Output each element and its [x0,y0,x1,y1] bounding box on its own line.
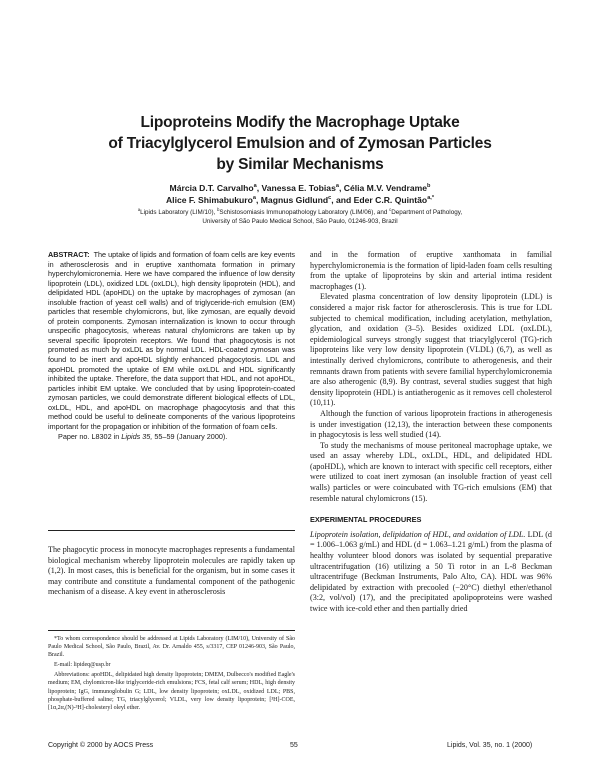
author-name: , and Eder C.R. Quintão [331,195,428,205]
author-superscript: b [427,183,431,190]
footer-copyright: Copyright © 2000 by AOCS Press [48,742,154,749]
body-paragraph: and in the formation of eruptive xanthomata in familial hyperchylomicronemia is the formation of lipid-laden foam cells resulting from the uptake of lipoproteins by skin and arterial intima resident macrophages (1). [310,250,552,291]
affiliation-text: Schistosomiasis Immunopathology Laboratory (LIM/06), and [219,209,390,216]
subsection-title: Lipoprotein isolation, delipidation of HDL, and oxidation of LDL. [310,529,526,539]
body-paragraph: To study the mechanisms of mouse peritoneal macrophage uptake, we used an assay whereby LDL, oxLDL, HDL, and delipidated HDL (apoHDL), which are known to interact with specific cell receptors, either were utilized to coat inert zymosan (an insoluble fraction of yeast cell walls) particles or were coincubated with TG-rich emulsions (EM) that resemble natural chylomicrons (15). [310,440,552,503]
intro-paragraph: The phagocytic process in monocyte macrophages represents a fundamental biological mechanism whereby lipoprotein molecules are rapidly taken up (1,2). In most cases, this is beneficial for the organism, but in some cases it may contribute and constitute a fundamental component of the pathogenic mechanism of a disease. A key event in atherosclerosis [48,545,295,597]
footer-page-number: 55 [290,742,298,749]
title-line: of Triacylglycerol Emulsion and of Zymosan Particles [108,135,492,152]
affiliation-text: Lipids Laboratory (LIM/10), [140,209,218,216]
abstract-label: ABSTRACT: [48,250,90,259]
right-column [310,250,552,615]
body-paragraph: Although the function of various lipoprotein fractions in atherogenesis is under investigation (12,13), the interaction between these components in phagocytosis is less well studied (14). [310,408,552,440]
footnote-divider [48,630,295,631]
affil-superscript: c [389,206,392,212]
author-superscript: a [252,195,256,202]
abstract-divider [48,530,295,531]
author-superscript: a [335,183,339,190]
footnote-email: E-mail: lipideq@usp.br [54,662,111,669]
affiliation-line [30,208,570,217]
footnotes [48,635,295,714]
title-line: by Similar Mechanisms [216,156,384,173]
author-line [40,182,560,194]
affiliation-line: University of São Paulo Medical School, São Paulo, 01246-903, Brazil [202,218,398,225]
body-paragraph: Elevated plasma concentration of low density lipoprotein (LDL) is considered a major risk factor for atherosclerosis. This is true for LDL subjected to chemical modification, including acetylation, methylation, glycation, and oxidation (3–5). Besides oxidized LDL (oxLDL), epidemiological surveys strongly suggest that triacylglycerol (TG)-rich lipoproteins like very low density lipoprotein (VLDL) (6,7), as well as intestinally derived chylomicrons, contribute to atherogenesis, and their remnants drawn from patients with severe familial hyperchylomicronemia are also atherogenic (8,9). By contrast, several studies suggest that high density lipoprotein (HDL) is antiatherogenic as it removes cell cholesterol (10,11). [310,292,552,408]
author-line [40,194,560,206]
author-name: Alice F. Shimabukuro [165,195,253,205]
author-name: , Magnus Gidlund [256,195,329,205]
citation-text: Paper no. L8302 in [58,432,122,442]
citation-text: 55–59 (January 2000). [152,432,228,442]
abstract [48,250,295,442]
affiliations [30,208,570,226]
paper-citation [48,432,295,442]
author-name: Márcia D.T. Carvalho [169,183,254,193]
body-paragraph [310,530,552,615]
citation-journal: Lipids 35, [121,432,153,442]
author-name: , Vanessa E. Tobias [256,183,336,193]
paper-title [40,112,560,175]
author-name: , Célia M.V. Vendrame [338,183,428,193]
footer-journal: Lipids, Vol. 35, no. 1 (2000) [447,742,533,749]
abstract-text: The uptake of lipids and formation of foam cells are key events in atherosclerosis and in eruptive xanthomata formation in primary hyperchylomicronemia. Here we have compared the influence of low density lipoprotein (LDL), oxidized LDL (oxLDL), high density lipoprotein (HDL), and delipidated HDL (apoHDL) on the uptake by macrophages of zymosan (an insoluble fraction of yeast cell walls) and of triglyceride-rich emulsion (EM) particles that resemble chylomicrons, but, like zymosan, are equally devoid of protein components. Zymosan internalization is known to occur through unspecific phagocytosis, whereas natural chylomicrons are taken up by several specific lipoprotein receptors. We found that phagocytosis is not promoted as much by oxLDL as by normal LDL. HDL-coated zymosan was found to be inert and apoHDL slightly enhanced phagocytosis. LDL and apoHDL promoted the uptake of EM while oxLDL and HDL significantly inhibited the uptake. Therefore, the data support that HDL, and not apoHDL, particles inhibit EM uptake. We concluded that by using lipoprotein-coated zymosan particles, we could demonstrate different biological effects of LDL, oxLDL, HDL, and apoHDL on macrophage phagocytosis and that this method could be useful to delineate components of the various lipoproteins important for the propagation or inhibition of the formation of foam cells. [48,250,296,431]
author-superscript: c [328,195,332,202]
paragraph-text: LDL (d = 1.006–1.063 g/mL) and HDL (d = 1.063–1.21 g/mL) from the plasma of healthy volunteer blood donors was isolated by sequential preparative ultracentrifugation (16) utilizing a 50 Ti rotor in an L-8 Beckman ultracentrifuge (Beckman Instruments, Palo Alto, CA). HDL was 96% delipidated by extraction with precooled (−20°C) diethyl ether/ethanol (3:2, vol/vol) (17), and the precipitated apolipoproteins were washed twice with ice-cold ether and then partially dried [310,529,552,613]
affil-superscript: b [217,206,220,212]
footnote-abbreviations: Abbreviations: apoHDL, delipidated high density lipoprotein; DMEM, Dulbecco's modified Eagle's medium; EM, chylomicron-like triglyceride-rich emulsions; FCS, fetal calf serum; HDL, high density lipoprotein; IgG, immunoglobulin G; LDL, low density lipoprotein; oxLDL, oxidized LDL; PBS, phosphate-buffered saline; TG, triacylglycerol; VLDL, very low density lipoprotein; [³H]-COE, [1α,2α,(N)-³H]-cholesteryl oleyl ether. [48,672,295,711]
section-heading: EXPERIMENTAL PROCEDURES [310,515,422,525]
affil-superscript: a [137,206,141,212]
footnote-correspondence: *To whom correspondence should be addressed at Lipids Laboratory (LIM/10), University of São Paulo Medical School, São Paulo, Brazil, Av. Dr. Arnaldo 455, s/3317, CEP 01246-903, São Paulo, Brazil. [48,636,295,659]
author-superscript: a,* [427,195,435,202]
author-superscript: a [253,183,257,190]
author-list [40,182,560,206]
affiliation-text: Department of Pathology, [391,209,463,216]
title-line: Lipoproteins Modify the Macrophage Uptake [140,114,460,131]
